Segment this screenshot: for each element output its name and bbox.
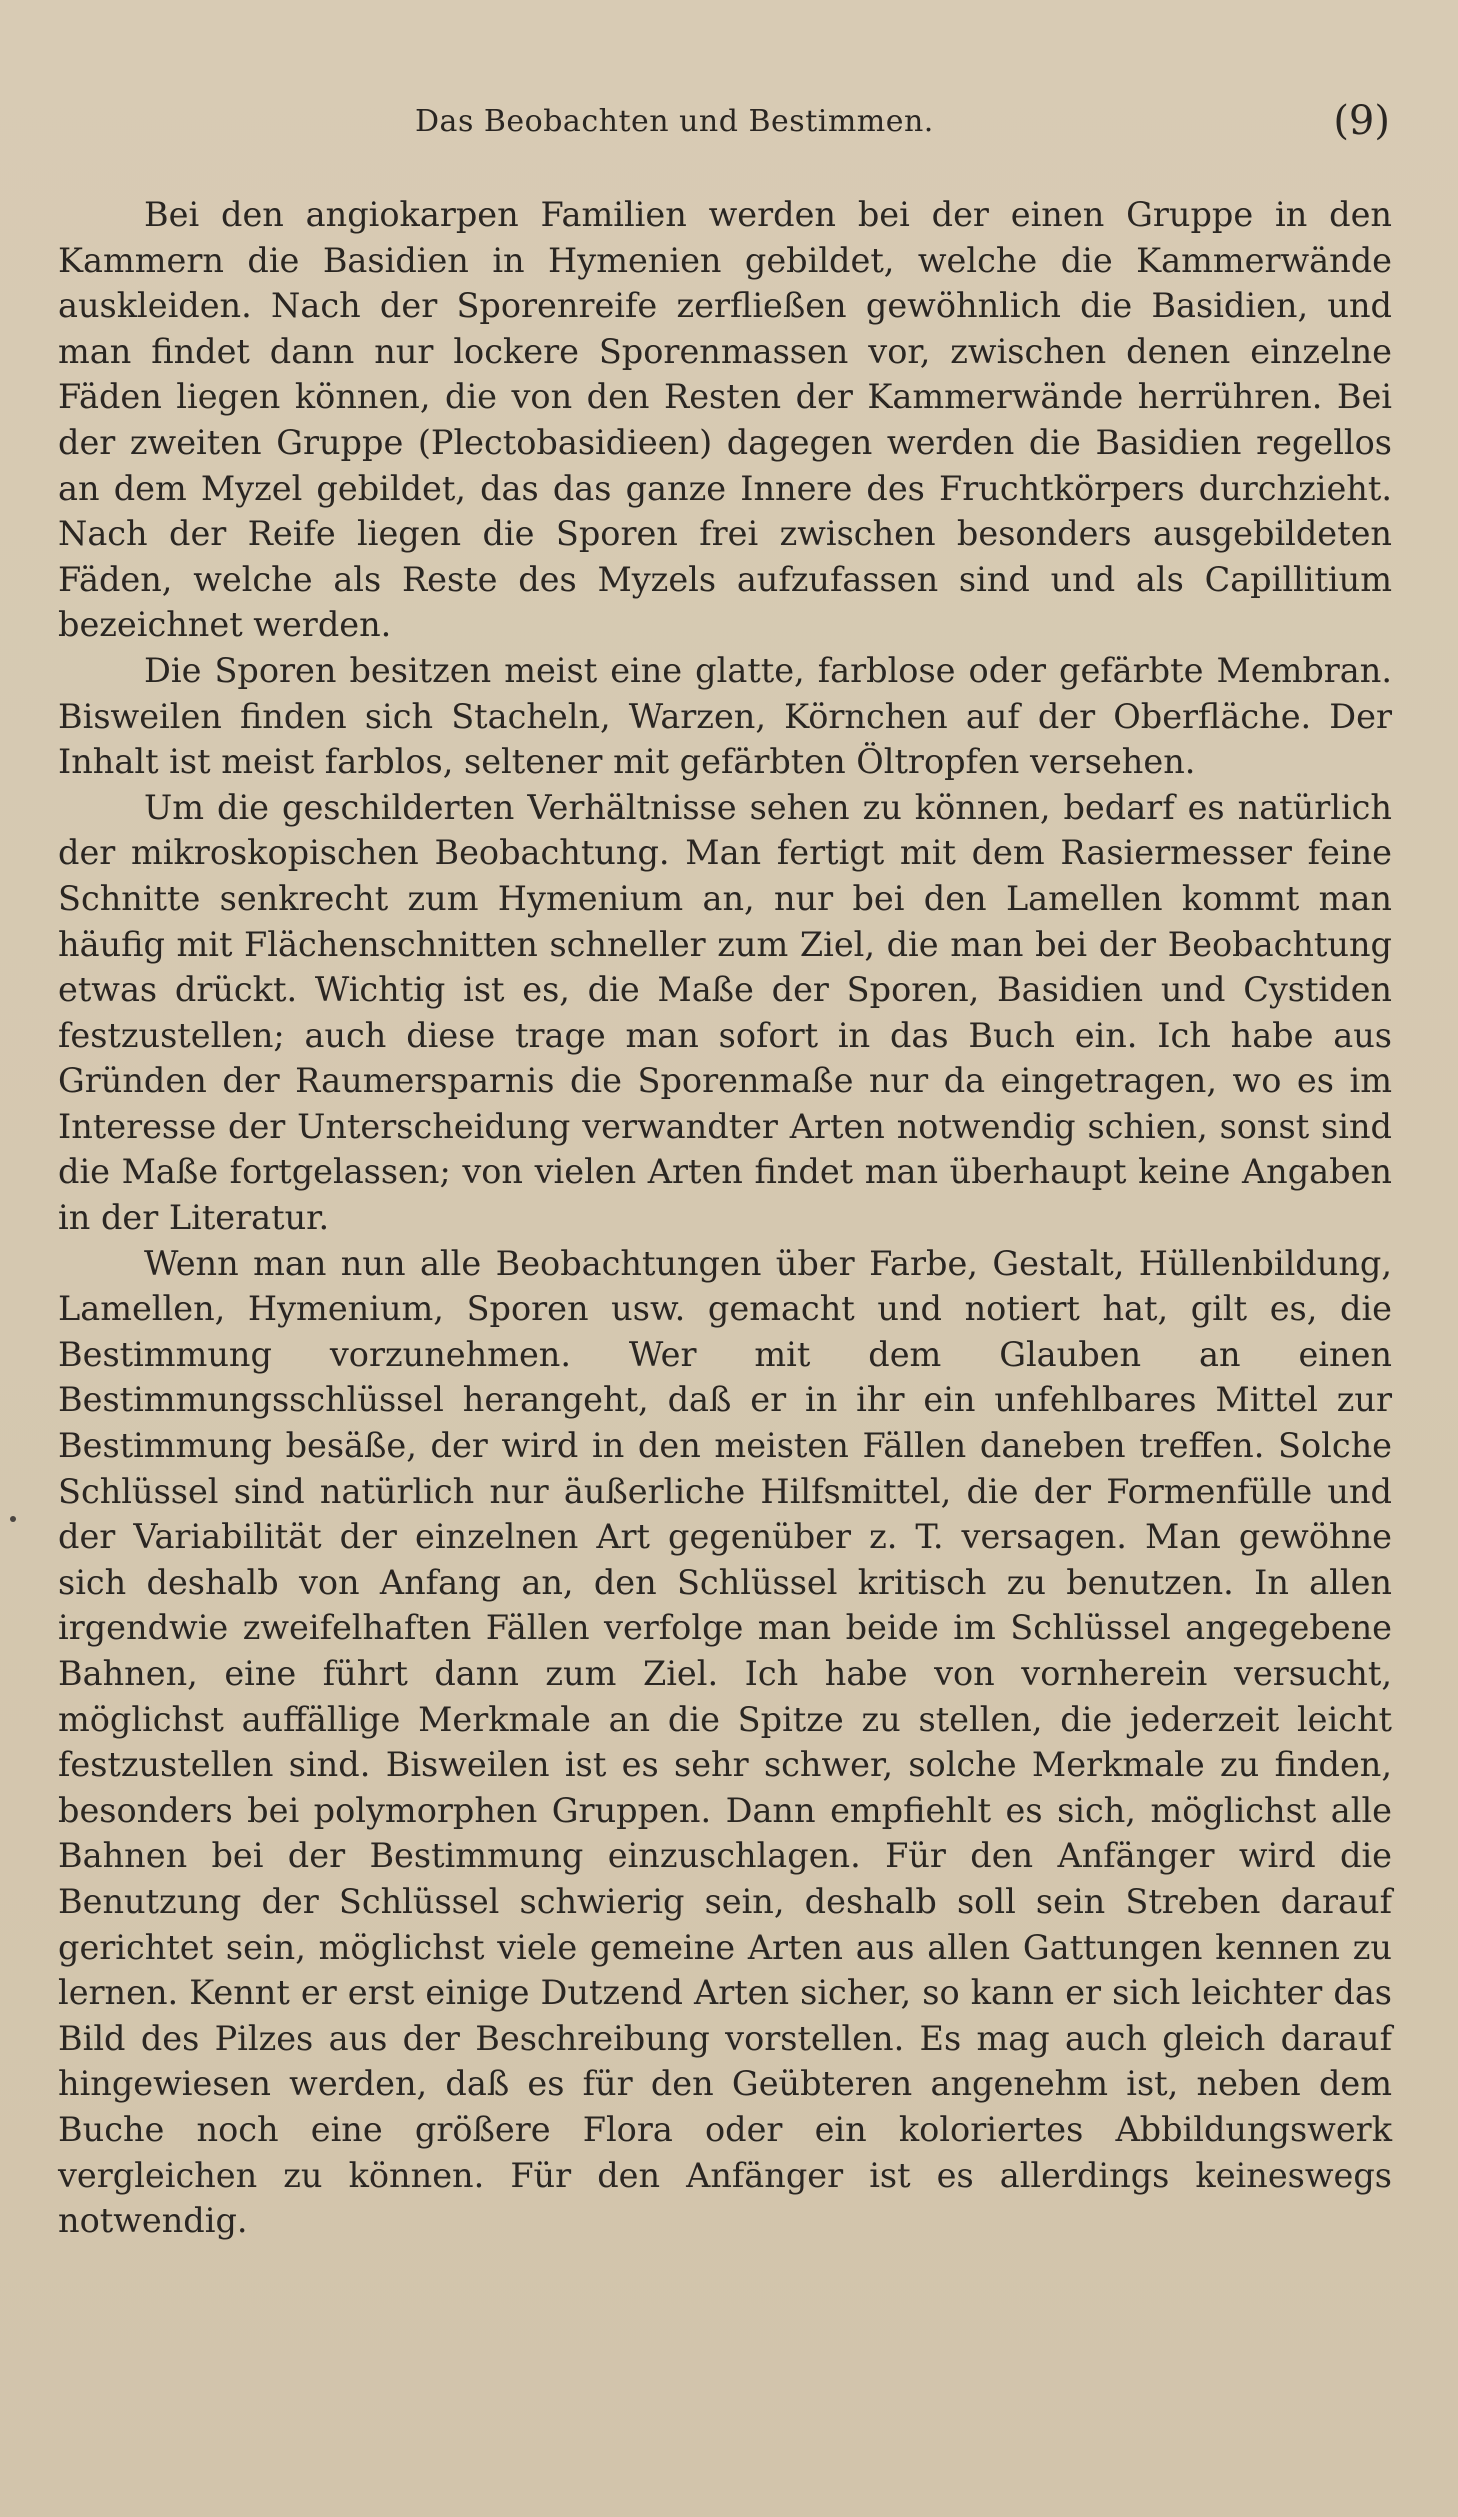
page-header: [60, 98, 1390, 152]
paragraph-bestimmung: Wenn man nun alle Beobachtungen über Farbe, Gestalt, Hüllenbildung, Lamellen, Hymenium, Sporen usw. gemacht und notiert hat, gilt es, die Bestimmung vorzunehmen. Wer mit dem Glauben an einen Bestimmungsschlüssel herangeht, daß er in ihr ein unfehlbares Mittel zur Bestimmung besäße, der wird in den meisten Fällen daneben treffen. Solche Schlüssel sind natürlich nur äußerliche Hilfsmittel, die der Formenfülle und der Variabilität der einzelnen Art gegenüber z. T. versagen. Man gewöhne sich deshalb von Anfang an, den Schlüssel kritisch zu benutzen. In allen irgendwie zweifelhaften Fällen verfolge man beide im Schlüssel angegebene Bahnen, eine führt dann zum Ziel. Ich habe von vornherein versucht, möglichst auffällige Merkmale an die Spitze zu stellen, die jederzeit leicht festzustellen sind. Bisweilen ist es sehr schwer, solche Merkmale zu finden, besonders bei polymorphen Gruppen. Dann empfiehlt es sich, möglichst alle Bahnen bei der Bestimmung einzuschlagen. Für den Anfänger wird die Benutzung der Schlüssel schwierig sein, deshalb soll sein Streben darauf gerichtet sein, möglichst viele gemeine Arten aus allen Gattungen kennen zu lernen. Kennt er erst einige Dutzend Arten sicher, so kann er sich leichter das Bild des Pilzes aus der Beschreibung vorstellen. Es mag auch gleich darauf hingewiesen werden, daß es für den Geübteren angenehm ist, neben dem Buche noch eine größere Flora oder ein koloriertes Abbildungswerk vergleichen zu können. Für den Anfänger ist es allerdings keineswegs notwendig.: [58, 1243, 1392, 2241]
running-head: Das Beobachten und Bestimmen.: [415, 104, 934, 139]
paragraph-angiokarpe-familien: Bei den angiokarpen Familien werden bei der einen Gruppe in den Kammern die Basidien in Hymenien gebildet, welche die Kammerwände auskleiden. Nach der Sporenreife zerfließen gewöhnlich die Basidien, und man findet dann nur lockere Sporenmassen vor, zwischen denen einzelne Fäden liegen können, die von den Resten der Kammerwände herrühren. Bei der zweiten Gruppe (Plectobasidieen) dagegen werden die Basidien regellos an dem Myzel gebildet, das das ganze Innere des Fruchtkörpers durchzieht. Nach der Reife liegen die Sporen frei zwischen besonders ausgebildeten Fäden, welche als Reste des Myzels aufzufassen sind und als Capillitium bezeichnet werden.: [58, 195, 1392, 645]
paragraph-sporen: Die Sporen besitzen meist eine glatte, farblose oder gefärbte Membran. Bisweilen finden sich Stacheln, Warzen, Körnchen auf der Oberfläche. Der Inhalt ist meist farblos, seltener mit gefärbten Öltropfen versehen.: [58, 650, 1392, 782]
paragraph-mikroskopische-beobachtung: Um die geschilderten Verhältnisse sehen zu können, bedarf es natürlich der mikroskopischen Beobachtung. Man fertigt mit dem Rasiermesser feine Schnitte senkrecht zum Hymenium an, nur bei den Lamellen kommt man häufig mit Flächenschnitten schneller zum Ziel, die man bei der Beobachtung etwas drückt. Wichtig ist es, die Maße der Sporen, Basidien und Cystiden festzustellen; auch diese trage man sofort in das Buch ein. Ich habe aus Gründen der Raumersparnis die Sporenmaße nur da eingetragen, wo es im Interesse der Unterscheidung verwandter Arten notwendig schien, sonst sind die Maße fortgelassen; von vielen Arten findet man überhaupt keine Angaben in der Literatur.: [58, 787, 1392, 1238]
page-number: (9): [1333, 98, 1390, 144]
margin-speck: [10, 1516, 16, 1522]
body-text: [58, 192, 1392, 2244]
